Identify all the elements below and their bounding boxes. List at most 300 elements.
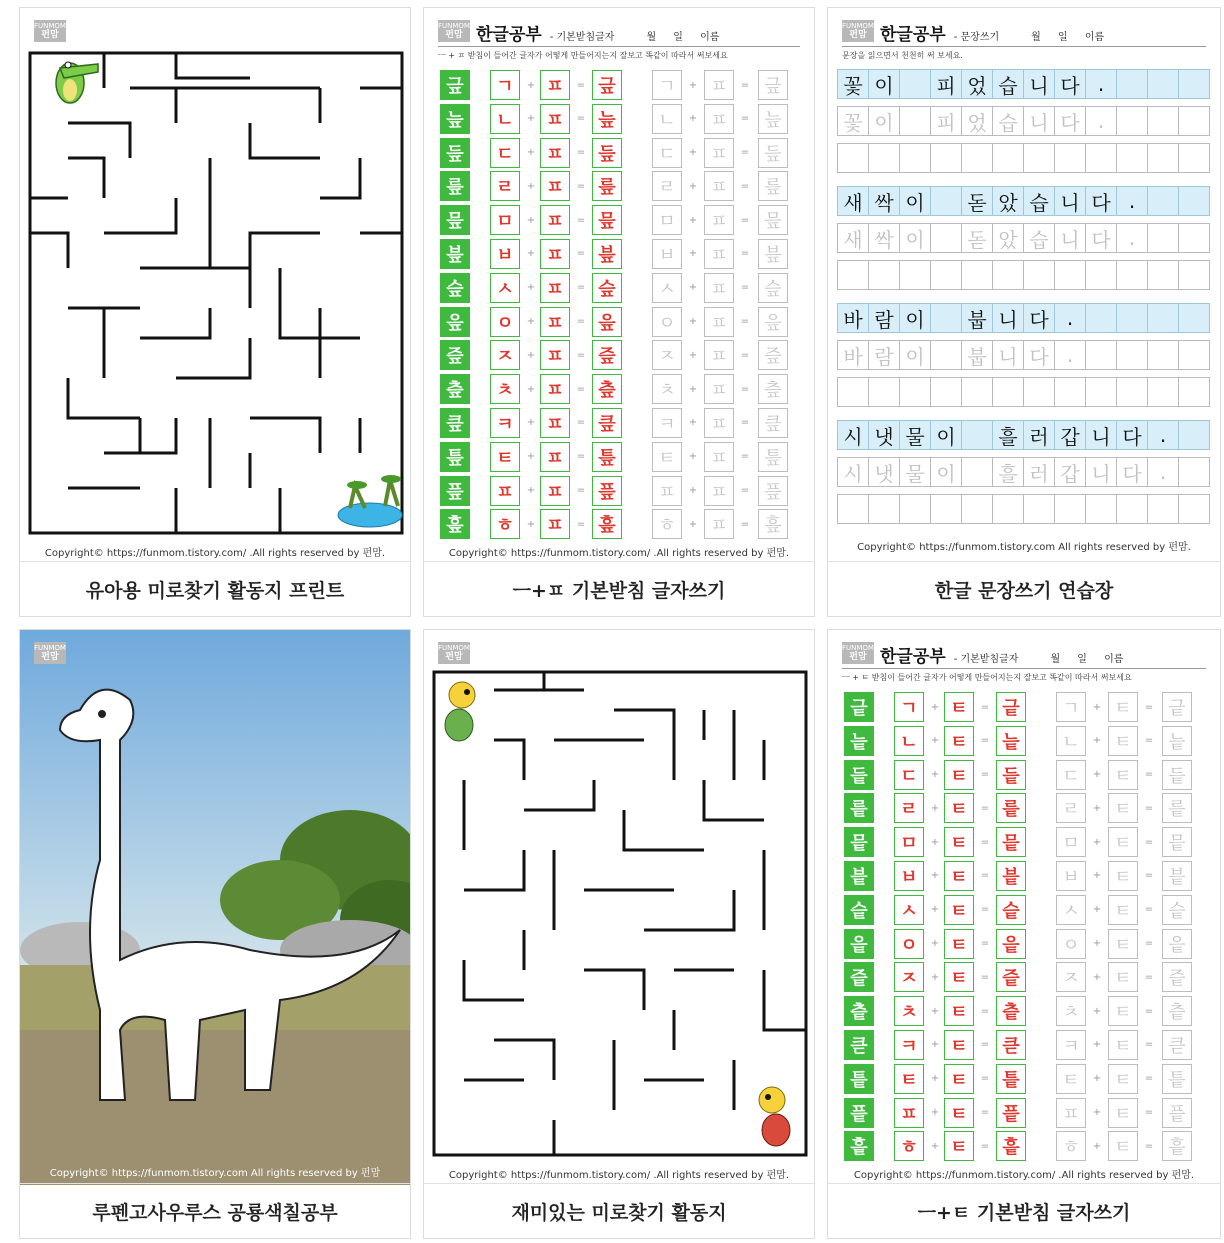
header-rule	[842, 668, 1206, 669]
letter-cell: ㅌ	[652, 442, 682, 472]
letter-cell: ㅂ	[490, 239, 520, 269]
instruction-text: ㅡ + ㅍ 받침이 들어간 글자가 어떻게 만들어지는지 잘보고 똑같이 따라서 써보세요	[438, 51, 728, 60]
sentence-cell: 갑	[1054, 457, 1086, 487]
letter-cell: 픞	[758, 476, 788, 506]
letter-cell: ㄹ	[652, 171, 682, 201]
sentence-cell	[899, 494, 931, 524]
sentence-cell	[1116, 377, 1148, 407]
letter-cell: ㅈ	[1056, 962, 1086, 992]
sentence-cell: .	[1054, 340, 1086, 370]
plus-sign: +	[930, 1039, 940, 1051]
sentence-cell: 았	[992, 223, 1024, 253]
letter-cell: ㅌ	[1108, 895, 1138, 925]
letter-cell: 읕	[1162, 929, 1192, 959]
letter-cell: ㅍ	[704, 239, 734, 269]
letter-cell: ㅋ	[894, 1030, 924, 1060]
sentence-cell	[868, 494, 900, 524]
sentence-cell	[1178, 457, 1210, 487]
equals-sign: =	[740, 282, 750, 294]
equals-sign: =	[980, 904, 990, 916]
sentence-cell: 다	[1116, 457, 1148, 487]
equals-sign: =	[740, 485, 750, 497]
sentence-cell	[930, 223, 962, 253]
letter-cell: ㅌ	[490, 442, 520, 472]
equals-sign: =	[980, 870, 990, 882]
letter-cell: 븥	[996, 861, 1026, 891]
sentence-cell: 싹	[868, 186, 900, 216]
thumbnail-worksheet[interactable]	[828, 630, 1220, 1185]
sentence-blank-row[interactable]	[838, 260, 1210, 290]
sentence-cell: 니	[1085, 420, 1117, 450]
equals-sign: =	[576, 282, 586, 294]
sentence-blank-row[interactable]	[838, 494, 1210, 524]
card-caption[interactable]: ㅡ+ㅌ 기본받침 글자쓰기	[828, 1183, 1220, 1238]
letter-cell: ㅅ	[894, 895, 924, 925]
maze-grid	[424, 630, 814, 1185]
trace-final-column	[1108, 692, 1138, 1165]
letter-cell: ㄴ	[652, 104, 682, 134]
sentence-cell	[1178, 420, 1210, 450]
sentence-cell: 다	[1116, 420, 1148, 450]
letter-cell: 슾	[592, 273, 622, 303]
letter-cell: 늩	[996, 726, 1026, 756]
equals-sign: =	[1144, 1039, 1154, 1051]
sentence-cell: 람	[868, 340, 900, 370]
letter-cell: ㅇ	[1056, 929, 1086, 959]
letter-cell: 븦	[440, 239, 470, 269]
letter-cell: ㄹ	[894, 793, 924, 823]
equals-sign: =	[1144, 870, 1154, 882]
sentence-cell	[1147, 377, 1179, 407]
plus-sign: +	[526, 417, 536, 429]
sentence-cell: .	[1116, 186, 1148, 216]
sentence-cell	[1147, 260, 1179, 290]
sentence-cell: 았	[992, 186, 1024, 216]
equals-sign: =	[980, 1073, 990, 1085]
plus-sign: +	[526, 282, 536, 294]
letter-cell: ㅇ	[490, 307, 520, 337]
sentence-cell: 러	[1023, 420, 1055, 450]
letter-cell: ㅅ	[1056, 895, 1086, 925]
sentence-cell	[961, 420, 993, 450]
equals-sign: =	[576, 248, 586, 260]
letter-cell: 슽	[844, 895, 874, 925]
letter-cell: ㅈ	[894, 962, 924, 992]
equals-sign: =	[576, 383, 586, 395]
letter-cell: ㅌ	[944, 929, 974, 959]
letter-cell: ㅌ	[944, 1098, 974, 1128]
letter-cell: ㅁ	[894, 827, 924, 857]
letter-cell: ㅌ	[1108, 692, 1138, 722]
sentence-cell	[1147, 494, 1179, 524]
worksheet-subtitle: - 문장쓰기	[953, 32, 1000, 43]
letter-cell: ㅍ	[704, 476, 734, 506]
letter-cell: 븥	[1162, 861, 1192, 891]
letter-cell: 츺	[440, 374, 470, 404]
letter-cell: ㅍ	[704, 70, 734, 100]
letter-cell: ㅍ	[540, 273, 570, 303]
letter-cell: 틒	[758, 442, 788, 472]
letter-cell: ㄱ	[1056, 692, 1086, 722]
equals-sign: =	[576, 214, 586, 226]
letter-cell: 킆	[758, 408, 788, 438]
funmom-logo: FUNMOM 펀맘	[842, 644, 874, 662]
letter-cell: ㅌ	[1108, 962, 1138, 992]
letter-cell: 슽	[996, 895, 1026, 925]
copyright-text: Copyright© https://funmom.tistory.com All rights reserved by 펀맘	[49, 1168, 381, 1179]
sentence-cell	[1023, 377, 1055, 407]
equals-sign: =	[1144, 1140, 1154, 1152]
letter-cell: ㅌ	[1108, 861, 1138, 891]
letter-cell: ㅋ	[490, 408, 520, 438]
sentence-cell: 습	[992, 69, 1024, 99]
sentence-cell: 바	[837, 340, 869, 370]
letter-cell: ㅌ	[944, 895, 974, 925]
letter-cell: ㅌ	[944, 1131, 974, 1161]
plus-sign: +	[1092, 904, 1102, 916]
letter-cell: 릎	[440, 171, 470, 201]
letter-cell: ㅊ	[490, 374, 520, 404]
letter-cell: 츹	[996, 996, 1026, 1026]
sentence-cell	[899, 260, 931, 290]
equals-sign: =	[740, 79, 750, 91]
sentence-cell	[930, 340, 962, 370]
letter-cell: ㅍ	[704, 104, 734, 134]
crocodile-icon	[56, 62, 98, 103]
card-worksheet-tieut[interactable]	[827, 629, 1221, 1239]
letter-cell: ㅊ	[652, 374, 682, 404]
letter-cell: ㅍ	[704, 374, 734, 404]
sentence-cell	[961, 457, 993, 487]
equals-sign: =	[740, 214, 750, 226]
sentence-cell: .	[1147, 420, 1179, 450]
sentence-cell	[837, 494, 869, 524]
plus-sign: +	[1092, 1005, 1102, 1017]
letter-cell: ㅍ	[894, 1098, 924, 1128]
sentence-cell: 피	[930, 69, 962, 99]
sentence-cell: 었	[961, 106, 993, 136]
sentence-cell	[1054, 494, 1086, 524]
letter-cell: 흪	[440, 509, 470, 539]
plus-sign: +	[526, 518, 536, 530]
plus-sign: +	[526, 214, 536, 226]
letter-cell: ㅌ	[944, 1030, 974, 1060]
sentence-cell: 시	[837, 420, 869, 450]
plus-sign: +	[526, 316, 536, 328]
sentence-cell	[1147, 223, 1179, 253]
letter-cell: 픝	[996, 1098, 1026, 1128]
plus-sign: +	[930, 1005, 940, 1017]
sentence-cell: 러	[1023, 457, 1055, 487]
sentence-cell: 이	[930, 420, 962, 450]
sentence-cell	[1054, 377, 1086, 407]
plus-sign: +	[930, 971, 940, 983]
letter-cell: 늩	[1162, 726, 1192, 756]
card-maze-crocodile[interactable]	[19, 7, 411, 617]
sentence-trace-row	[838, 340, 1210, 370]
letter-cell: ㅍ	[540, 171, 570, 201]
letter-cell: 븦	[758, 239, 788, 269]
equals-sign: =	[576, 147, 586, 159]
sentence-cell	[1178, 143, 1210, 173]
sentence-cell: 니	[1054, 186, 1086, 216]
letter-cell: 즢	[440, 340, 470, 370]
plus-sign: +	[1092, 1107, 1102, 1119]
sentence-cell: 갑	[1054, 420, 1086, 450]
plus-sign: +	[930, 904, 940, 916]
sentence-cell	[1085, 377, 1117, 407]
letter-cell: 늪	[592, 104, 622, 134]
card-dinosaur-coloring[interactable]	[19, 629, 411, 1239]
result-column	[440, 70, 470, 543]
equals-sign: =	[980, 735, 990, 747]
copyright-text: Copyright© https://funmom.tistory.com All rights reserved by 펀맘.	[857, 542, 1191, 553]
turtle-icon	[445, 682, 475, 741]
sentence-cell: 새	[837, 186, 869, 216]
letter-cell: ㄱ	[652, 70, 682, 100]
letter-cell: ㅌ	[944, 760, 974, 790]
letter-cell: 흩	[996, 1131, 1026, 1161]
pond-icon	[338, 475, 402, 527]
letter-cell: ㅌ	[1108, 1131, 1138, 1161]
initial-column	[894, 692, 924, 1165]
sentence-cell: 다	[1054, 106, 1086, 136]
worksheet-title: 한글공부	[880, 25, 946, 45]
equals-sign: =	[740, 180, 750, 192]
date-name-fields: 월 일 이름	[1031, 32, 1105, 43]
card-maze-turtle[interactable]	[423, 629, 815, 1239]
sentence-blank-row[interactable]	[838, 377, 1210, 407]
equals-sign: =	[740, 349, 750, 361]
equals-sign: =	[576, 417, 586, 429]
plus-sign: +	[1092, 938, 1102, 950]
plus-sign: +	[688, 518, 698, 530]
equals-sign: =	[1144, 1107, 1154, 1119]
equals-sign: =	[740, 248, 750, 260]
letter-cell: ㅍ	[540, 70, 570, 100]
sentence-cell: 바	[837, 303, 869, 333]
equals-sign: =	[740, 383, 750, 395]
final-column	[540, 70, 570, 543]
worksheet-subtitle: - 기본받침글자	[953, 654, 1019, 665]
letter-cell: ㅈ	[490, 340, 520, 370]
equals-sign: =	[1144, 701, 1154, 713]
letter-cell: 흩	[1162, 1131, 1192, 1161]
letter-cell: ㅌ	[1108, 760, 1138, 790]
letter-cell: 믚	[758, 205, 788, 235]
funmom-logo: FUNMOM 펀맘	[438, 644, 470, 662]
thumbnail-worksheet[interactable]	[424, 8, 814, 563]
letter-cell: 픞	[440, 476, 470, 506]
sentence-cell	[1116, 260, 1148, 290]
sentence-blank-row[interactable]	[838, 143, 1210, 173]
letter-cell: 츹	[1162, 996, 1192, 1026]
plus-sign: +	[526, 79, 536, 91]
letter-cell: 듵	[1162, 760, 1192, 790]
plus-sign: +	[688, 282, 698, 294]
sentence-cell	[1178, 494, 1210, 524]
equals-sign: =	[576, 79, 586, 91]
thumbnail-maze[interactable]	[424, 630, 814, 1185]
letter-cell: 틒	[440, 442, 470, 472]
letter-cell: 츺	[592, 374, 622, 404]
plus-sign: +	[930, 1107, 940, 1119]
letter-cell: ㄹ	[490, 171, 520, 201]
sentence-cell	[1023, 260, 1055, 290]
card-caption[interactable]: 유아용 미로찾기 활동지 프린트	[20, 561, 410, 616]
answer-column	[996, 692, 1026, 1165]
plus-sign: +	[688, 417, 698, 429]
plus-sign: +	[1092, 836, 1102, 848]
sentence-cell: .	[1147, 457, 1179, 487]
sentence-cell	[930, 186, 962, 216]
letter-cell: ㅇ	[894, 929, 924, 959]
letter-cell: 믙	[844, 827, 874, 857]
letter-cell: ㅍ	[540, 374, 570, 404]
letter-cell: 픞	[592, 476, 622, 506]
worksheet-title: 한글공부	[476, 25, 542, 45]
letter-cell: ㅂ	[652, 239, 682, 269]
plus-sign: +	[1092, 870, 1102, 882]
sentence-cell: 이	[899, 303, 931, 333]
letter-cell: ㅊ	[1056, 996, 1086, 1026]
plus-sign: +	[688, 316, 698, 328]
sentence-cell	[930, 303, 962, 333]
letter-cell: 큳	[1162, 1030, 1192, 1060]
letter-cell: 듶	[440, 138, 470, 168]
equals-sign: =	[576, 316, 586, 328]
letter-cell: ㅍ	[490, 476, 520, 506]
sentence-cell: 니	[1023, 106, 1055, 136]
letter-cell: ㅅ	[652, 273, 682, 303]
sentence-model-row	[838, 186, 1210, 216]
sentence-cell	[1178, 377, 1210, 407]
plus-sign: +	[526, 113, 536, 125]
plus-sign: +	[1092, 735, 1102, 747]
trace-final-column	[704, 70, 734, 543]
trace-answer-column	[758, 70, 788, 543]
equals-sign: =	[980, 1107, 990, 1119]
sentence-cell	[961, 143, 993, 173]
sentence-cell: 냇	[868, 457, 900, 487]
letter-cell: ㅌ	[894, 1064, 924, 1094]
letter-cell: 읕	[996, 929, 1026, 959]
maze-grid	[20, 8, 410, 563]
funmom-logo: FUNMOM 펀맘	[438, 22, 470, 40]
sentence-cell: 이	[930, 457, 962, 487]
sentence-cell: 돋	[961, 223, 993, 253]
equals-sign: =	[1144, 769, 1154, 781]
card-caption[interactable]: 한글 문장쓰기 연습장	[828, 561, 1220, 616]
letter-cell: 즡	[844, 962, 874, 992]
dinosaur-illustration	[20, 630, 410, 1185]
letter-cell: ㄷ	[490, 138, 520, 168]
letter-cell: 릍	[844, 793, 874, 823]
thumbnail-dinosaur[interactable]	[20, 630, 410, 1185]
letter-cell: ㅍ	[704, 408, 734, 438]
equals-sign: =	[576, 180, 586, 192]
sentence-cell	[1085, 494, 1117, 524]
final-column	[944, 692, 974, 1165]
equals-sign: =	[980, 1039, 990, 1051]
plus-sign: +	[526, 147, 536, 159]
letter-cell: ㅎ	[652, 509, 682, 539]
sentence-model-row	[838, 303, 1210, 333]
sentence-cell	[1178, 186, 1210, 216]
sentence-cell	[1116, 494, 1148, 524]
sentence-cell	[1178, 69, 1210, 99]
trace-answer-column	[1162, 692, 1192, 1165]
equals-sign: =	[1144, 836, 1154, 848]
card-caption[interactable]: 루펜고사우루스 공룡색칠공부	[20, 1183, 410, 1238]
plus-sign: +	[1092, 769, 1102, 781]
sentence-cell	[930, 494, 962, 524]
plus-sign: +	[930, 701, 940, 713]
plus-sign: +	[930, 870, 940, 882]
plus-sign: +	[1092, 701, 1102, 713]
card-sentence-writing[interactable]	[827, 7, 1221, 617]
plus-sign: +	[526, 248, 536, 260]
letter-cell: ㅍ	[540, 442, 570, 472]
letter-cell: ㅍ	[704, 509, 734, 539]
letter-cell: 늪	[440, 104, 470, 134]
sentence-cell	[992, 143, 1024, 173]
letter-cell: 긒	[440, 70, 470, 100]
sentence-cell	[930, 377, 962, 407]
letter-cell: ㄴ	[894, 726, 924, 756]
thumbnail-sentence[interactable]	[828, 8, 1220, 563]
letter-cell: ㅎ	[490, 509, 520, 539]
sentence-cell	[961, 377, 993, 407]
plus-sign: +	[930, 1073, 940, 1085]
card-worksheet-pieup[interactable]	[423, 7, 815, 617]
card-caption[interactable]: 재미있는 미로찾기 활동지	[424, 1183, 814, 1238]
letter-cell: ㅍ	[540, 476, 570, 506]
sentence-cell: 흘	[992, 457, 1024, 487]
equals-sign: =	[576, 113, 586, 125]
sentence-cell: 습	[992, 106, 1024, 136]
letter-cell: ㅋ	[1056, 1030, 1086, 1060]
plus-sign: +	[1092, 1140, 1102, 1152]
letter-cell: ㅁ	[490, 205, 520, 235]
letter-cell: ㅌ	[944, 793, 974, 823]
copyright-text: Copyright© https://funmom.tistory.com/ .All rights reserved by 펀맘.	[448, 548, 790, 559]
letter-cell: 틒	[592, 442, 622, 472]
letter-cell: 븦	[592, 239, 622, 269]
sentence-cell	[899, 106, 931, 136]
sentence-cell	[868, 377, 900, 407]
thumbnail-maze[interactable]	[20, 8, 410, 563]
letter-cell: 흩	[844, 1131, 874, 1161]
card-caption[interactable]: ㅡ+ㅍ 기본받침 글자쓰기	[424, 561, 814, 616]
letter-cell: ㅎ	[1056, 1131, 1086, 1161]
letter-cell: 릎	[758, 171, 788, 201]
sentence-cell	[1178, 303, 1210, 333]
sentence-trace-row	[838, 457, 1210, 487]
sentence-cell	[1085, 303, 1117, 333]
sentence-cell	[1147, 106, 1179, 136]
sentence-cell: 습	[1023, 186, 1055, 216]
sentence-cell: 싹	[868, 223, 900, 253]
sentence-cell: 었	[961, 69, 993, 99]
sentence-cell	[1085, 143, 1117, 173]
date-name-fields: 월 일 이름	[1050, 654, 1124, 665]
letter-cell: ㅌ	[944, 861, 974, 891]
equals-sign: =	[980, 769, 990, 781]
sentence-cell	[1178, 340, 1210, 370]
letter-cell: ㅌ	[1056, 1064, 1086, 1094]
letter-cell: ㅌ	[1108, 827, 1138, 857]
